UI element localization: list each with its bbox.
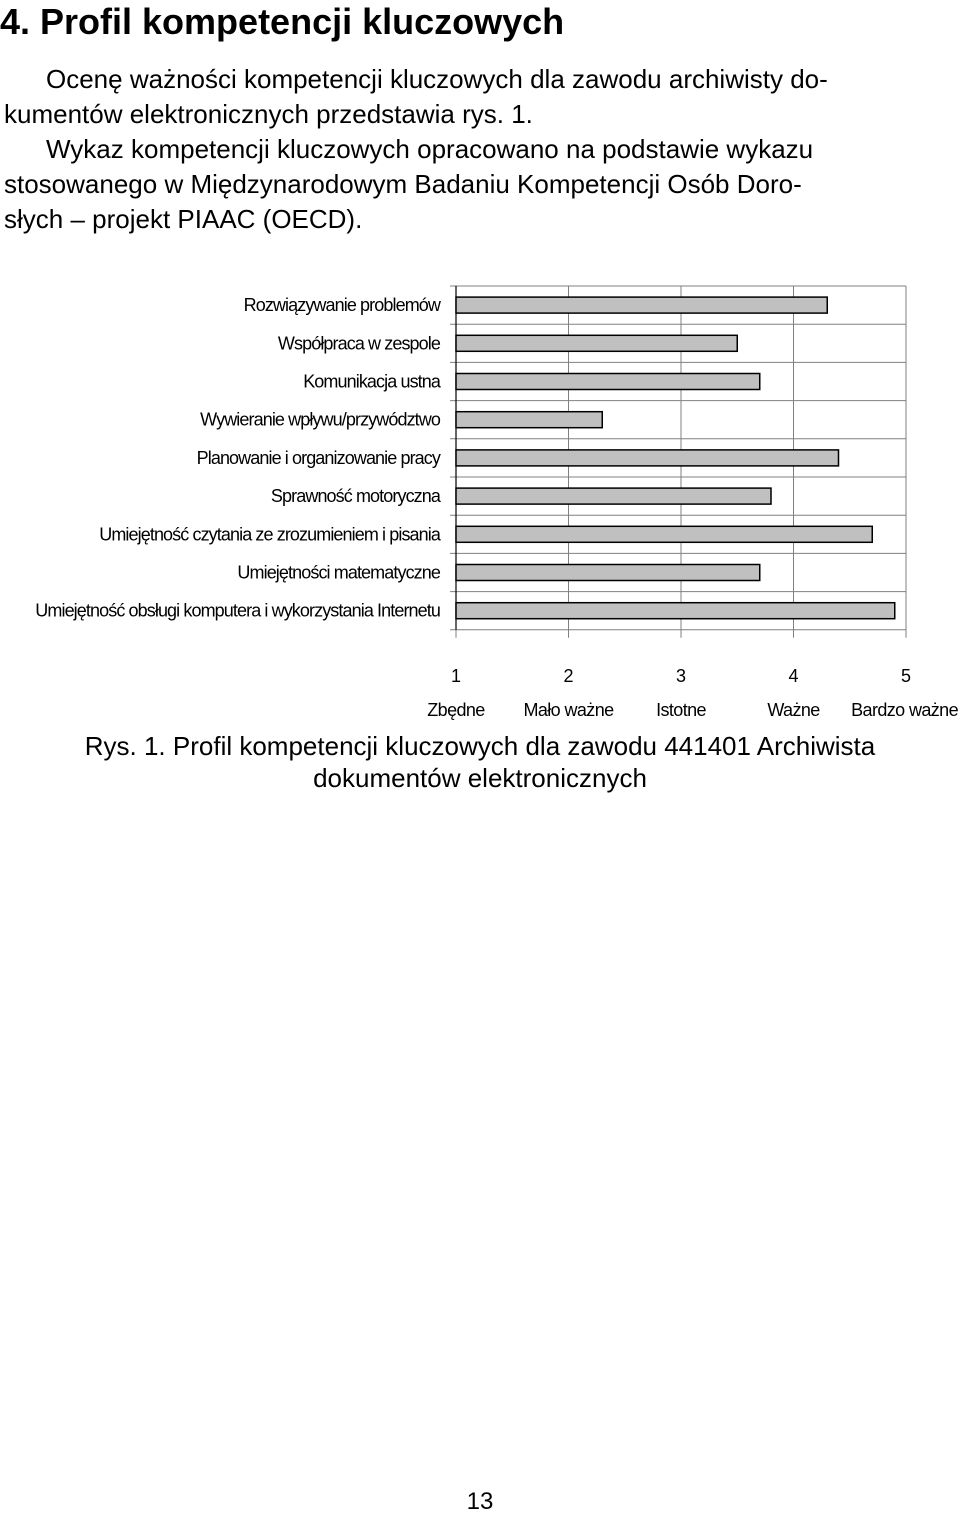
bar-4	[456, 412, 602, 428]
intro-paragraph	[4, 62, 956, 132]
category-label: Współpraca w zespole	[277, 333, 440, 354]
paragraph-line: kumentów elektronicznych przedstawia rys. 1.	[4, 99, 533, 129]
x-scale-label: Mało ważne	[523, 699, 614, 720]
caption-line: Rys. 1. Profil kompetencji kluczowych dla zawodu 441401 Archiwista	[84, 731, 876, 761]
category-label: Rozwiązywanie problemów	[243, 295, 440, 316]
caption-line: dokumentów elektronicznych	[313, 763, 647, 793]
bar-8	[456, 565, 760, 581]
category-label: Planowanie i organizowanie pracy	[196, 447, 440, 468]
paragraph-line: słych – projekt PIAAC (OECD).	[4, 204, 363, 234]
bar-7	[456, 526, 872, 542]
x-scale-label: Bardzo ważne	[851, 699, 958, 720]
paragraph-line: stosowanego w Międzynarodowym Badaniu Kompetencji Osób Doro-	[4, 169, 802, 199]
bar-3	[456, 374, 760, 390]
x-scale-label: Istotne	[656, 699, 706, 720]
x-tick-label: 5	[900, 665, 912, 686]
bar-9	[456, 603, 895, 619]
bar-1	[456, 297, 827, 313]
x-tick-label: 2	[563, 665, 574, 686]
x-scale-label: Zbędne	[427, 699, 485, 720]
x-tick-label: 4	[788, 665, 799, 686]
x-tick-label: 3	[675, 665, 687, 686]
section-heading: 4. Profil kompetencji kluczowych	[0, 1, 565, 42]
x-tick-label: 1	[450, 665, 462, 686]
category-label: Komunikacja ustna	[303, 371, 440, 392]
category-label: Sprawność motoryczna	[270, 486, 440, 507]
bar-6	[456, 488, 771, 504]
bar-5	[456, 450, 839, 466]
category-label: Umiejętność czytania ze zrozumieniem i pisania	[99, 524, 440, 545]
paragraph-line: Ocenę ważności kompetencji kluczowych dla zawodu archiwisty do-	[46, 64, 828, 94]
category-label: Umiejętności matematyczne	[237, 562, 440, 583]
competency-bar-chart	[0, 270, 960, 720]
x-scale-label: Ważne	[767, 699, 820, 720]
source-paragraph	[4, 132, 956, 237]
paragraph-line: Wykaz kompetencji kluczowych opracowano na podstawie wykazu	[46, 134, 814, 164]
category-label: Umiejętność obsługi komputera i wykorzystania Internetu	[35, 600, 440, 621]
page-number: 13	[466, 1488, 494, 1515]
bar-2	[456, 335, 737, 351]
category-label: Wywieranie wpływu/przywództwo	[200, 409, 440, 430]
figure-caption	[0, 730, 960, 794]
